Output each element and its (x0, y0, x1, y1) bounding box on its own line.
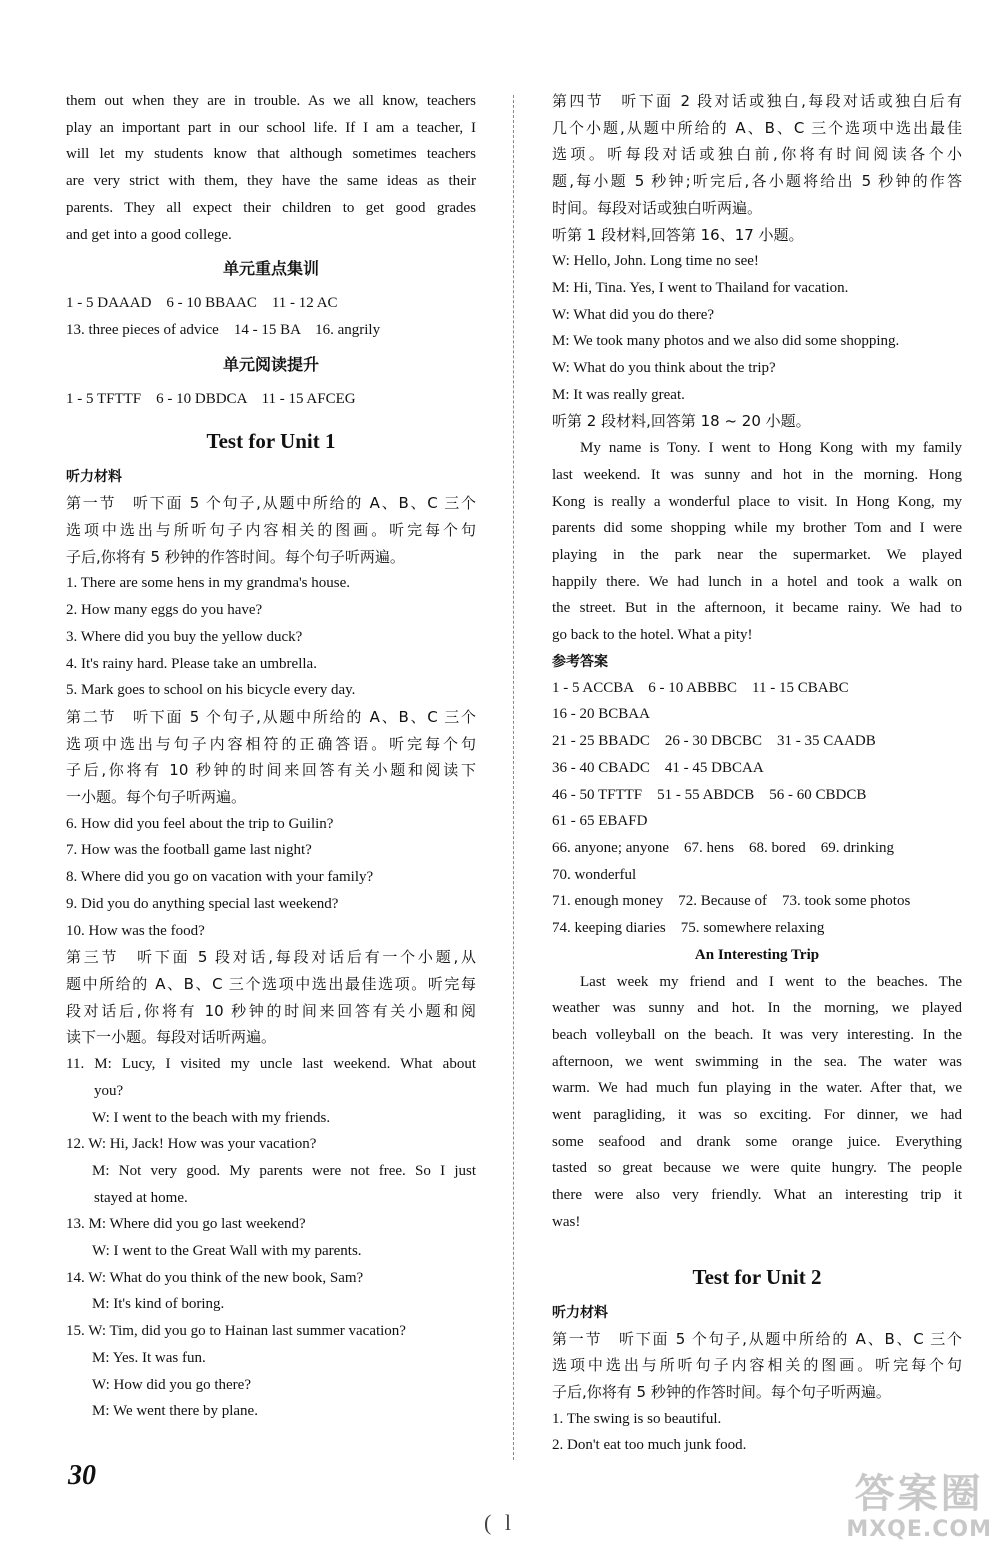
dialog-line: M: It was really great. (552, 386, 685, 403)
dialog-line: 15. W: Tim, did you go to Hainan last summer vacation? (66, 1323, 406, 1340)
dialog-line: stayed at home. (94, 1189, 188, 1206)
list-item: 8. Where did you go on vacation with your family? (66, 869, 374, 886)
text-line: parents did some shopping while my brother Tom and I were (552, 520, 962, 537)
unit2-section1-items (552, 1406, 962, 1459)
answer-line: 70. wonderful (552, 866, 637, 883)
answer-line: 16 - 20 BCBAA (552, 706, 650, 723)
unit2-section1-instructions (552, 1326, 962, 1406)
part2-prompt: 听第 2 段材料,回答第 18 ~ 20 小题。 (552, 412, 811, 431)
text-line: 题,每小题 5 秒钟;听完后,各小题将给出 5 秒钟的作答 (552, 172, 962, 191)
text-line: My name is Tony. I went to Hong Kong with my family (580, 440, 962, 457)
text-line: 子后,你将有 5 秒钟的作答时间。每个句子听两遍。 (552, 1382, 891, 1401)
section4-instructions (552, 88, 962, 222)
answer-line: 1 - 5 DAAAD 6 - 10 BBAAC 11 - 12 AC (66, 295, 338, 312)
text-line: 第三节 听下面 5 段对话,每段对话后有一个小题,从 (66, 948, 476, 967)
dialog-line: W: Hello, John. Long time no see! (552, 253, 759, 270)
list-item: 1. The swing is so beautiful. (552, 1410, 722, 1427)
list-item: 9. Did you do anything special last weekend? (66, 895, 339, 912)
text-line: there were also very friendly. What an interesting trip it (552, 1187, 962, 1204)
dialog-line: M: We took many photos and we also did some shopping. (552, 333, 900, 350)
section3-instructions (66, 944, 476, 1051)
dialog-line: M: It's kind of boring. (92, 1296, 225, 1313)
intro-paragraph (66, 88, 476, 248)
list-item: 1. There are some hens in my grandma's house. (66, 575, 351, 592)
text-line: 题中所给的 A、B、C 三个选项中选出最佳选项。听完每 (66, 974, 476, 993)
answer-line: 61 - 65 EBAFD (552, 813, 648, 830)
text-line: 第四节 听下面 2 段对话或独白,每段对话或独白后有 (552, 92, 962, 110)
dialog-line: M: Not very good. My parents were not free. So I just (92, 1162, 476, 1179)
dialog-line: M: Hi, Tina. Yes, I went to Thailand for vacation. (552, 279, 849, 296)
text-line: go back to the hotel. What a pity! (552, 627, 753, 644)
answers-label: 参考答案 (552, 653, 608, 670)
dialog-line: you? (94, 1082, 124, 1099)
answer-line: 71. enough money 72. Because of 73. took some photos (552, 893, 911, 910)
footer-mark: ( l (484, 1510, 515, 1535)
dialog-line: W: What did you do there? (552, 306, 715, 323)
text-line: 第二节 听下面 5 个句子,从题中所给的 A、B、C 三个 (66, 707, 476, 726)
list-item: 6. How did you feel about the trip to Guilin? (66, 815, 334, 832)
listening-label: 听力材料 (552, 1304, 608, 1321)
text-line: 第一节 听下面 5 个句子,从题中所给的 A、B、C 三个 (552, 1329, 962, 1348)
column-divider (513, 95, 514, 1460)
right-column (552, 88, 962, 1459)
section-heading-focus: 单元重点集训 (222, 259, 319, 279)
text-line: will let my students know that although sometimes teachers (66, 146, 476, 163)
text-line: afternoon, we went swimming in the sea. The water was (552, 1053, 962, 1070)
text-line: tasted so great because we were quite hungry. The people (552, 1160, 962, 1177)
text-line: went paragliding, it was so exciting. For dinner, we had (552, 1107, 962, 1124)
dialog-line: W: What do you think about the trip? (552, 360, 776, 377)
answer-key (552, 675, 962, 942)
text-line: Last week my friend and I went to the beaches. The (580, 973, 962, 990)
text-line: 选项中选出与句子内容相符的正确答语。听完每个句 (66, 734, 476, 753)
text-line: beach volleyball on the beach. It was very interesting. In the (552, 1026, 962, 1043)
text-line: warm. We had much fun playing in the water. After that, we (552, 1080, 962, 1097)
answer-line: 46 - 50 TFTTF 51 - 55 ABDCB 56 - 60 CBDCB (552, 786, 867, 803)
list-item: 7. How was the football game last night? (66, 842, 312, 859)
answer-line: 1 - 5 TFTTF 6 - 10 DBDCA 11 - 15 AFCEG (66, 390, 356, 407)
answer-line: 21 - 25 BBADC 26 - 30 DBCBC 31 - 35 CAADB (552, 733, 876, 750)
text-line: was! (552, 1213, 581, 1230)
section-heading-reading: 单元阅读提升 (222, 354, 319, 374)
text-line: weather was sunny and hot. In the morning, we played (552, 1000, 962, 1017)
watermark-logo: 答案圈 (854, 1471, 984, 1517)
text-line: 读下一小题。每段对话听两遍。 (66, 1028, 277, 1047)
left-column (66, 88, 476, 1425)
answer-line: 36 - 40 CBADC 41 - 45 DBCAA (552, 759, 764, 776)
text-line: the street. But in the afternoon, it became rainy. We had to (552, 600, 962, 617)
text-line: them out when they are in trouble. As we all know, teachers (66, 93, 476, 109)
essay-paragraph (552, 969, 962, 1236)
section2-instructions (66, 704, 476, 811)
part1-dialog (552, 248, 962, 408)
dialog-line: 14. W: What do you think of the new book, Sam? (66, 1269, 364, 1286)
text-line: 第一节 听下面 5 个句子,从题中所给的 A、B、C 三个 (66, 494, 476, 513)
part1-prompt: 听第 1 段材料,回答第 16、17 小题。 (552, 225, 804, 244)
list-item: 10. How was the food? (66, 922, 205, 939)
listening-label: 听力材料 (66, 469, 122, 486)
dialog-line: 12. W: Hi, Jack! How was your vacation? (66, 1136, 317, 1153)
test-title-unit1: Test for Unit 1 (206, 429, 336, 454)
answer-line: 13. three pieces of advice 14 - 15 BA 16. angrily (66, 321, 381, 338)
dialog-line: W: How did you go there? (92, 1376, 251, 1393)
list-item: 5. Mark goes to school on his bicycle every day. (66, 682, 356, 699)
list-item: 2. Don't eat too much junk food. (552, 1437, 747, 1454)
dialog-line: W: I went to the beach with my friends. (92, 1109, 331, 1126)
text-line: 时间。每段对话或独白听两遍。 (552, 198, 763, 217)
answer-line: 1 - 5 ACCBA 6 - 10 ABBBC 11 - 15 CBABC (552, 679, 849, 696)
page-number: 30 (68, 1460, 96, 1491)
text-line: happily there. We had lunch in a hotel and took a walk on (552, 573, 962, 590)
text-line: and get into a good college. (66, 226, 232, 243)
text-line: last weekend. It was sunny and hot in the morning. Hong (552, 466, 962, 483)
text-line: 段对话后,你将有 10 秒钟的时间来回答有关小题和阅 (66, 1001, 476, 1020)
list-item: 3. Where did you buy the yellow duck? (66, 628, 303, 645)
text-line: some seafood and drank some orange juice. Everything (552, 1133, 962, 1150)
dialog-line: W: I went to the Great Wall with my parents. (92, 1243, 362, 1260)
text-line: 一小题。每个句子听两遍。 (66, 788, 247, 807)
section1-items (66, 570, 476, 704)
section2-items (66, 811, 476, 945)
section1-instructions (66, 490, 476, 570)
list-item: 4. It's rainy hard. Please take an umbrella. (66, 655, 317, 672)
text-line: Kong is really a wonderful place to visit. In Hong Kong, my (552, 493, 962, 510)
text-line: 子后,你将有 10 秒钟的时间来回答有关小题和阅读下 (66, 761, 476, 780)
text-line: play an important part in our school life. If I am a teacher, I (66, 119, 476, 136)
essay-title: An Interesting Trip (694, 946, 820, 963)
dialog-line: 11. M: Lucy, I visited my uncle last weekend. What about (66, 1056, 476, 1073)
text-line: 选项。听每段对话或独白前,你将有时间阅读各个小 (552, 145, 962, 164)
watermark (846, 1471, 992, 1542)
text-line: 子后,你将有 5 秒钟的作答时间。每个句子听两遍。 (66, 547, 405, 566)
text-line: playing in the park near the supermarket. We played (552, 546, 962, 563)
test-title-unit2: Test for Unit 2 (692, 1264, 822, 1289)
watermark-url: MXQE.COM (846, 1517, 992, 1542)
text-line: 选项中选出与所听句子内容相关的图画。听完每个句 (552, 1356, 962, 1375)
list-item: 2. How many eggs do you have? (66, 602, 263, 619)
dialog-line: M: Yes. It was fun. (92, 1349, 206, 1366)
answer-line: 66. anyone; anyone 67. hens 68. bored 69. drinking (552, 839, 895, 856)
text-line: are very strict with them, they have the same ideas as their (66, 173, 476, 190)
text-line: 选项中选出与所听句子内容相关的图画。听完每个句 (66, 521, 476, 540)
answer-line: 74. keeping diaries 75. somewhere relaxing (552, 920, 825, 937)
text-line: 几个小题,从题中所给的 A、B、C 三个选项中选出最佳 (552, 118, 962, 137)
section3-dialogs (66, 1051, 476, 1425)
text-line: parents. They all expect their children to get good grades (66, 199, 476, 216)
monologue-paragraph (552, 435, 962, 649)
dialog-line: 13. M: Where did you go last weekend? (66, 1216, 306, 1233)
dialog-line: M: We went there by plane. (92, 1403, 258, 1420)
